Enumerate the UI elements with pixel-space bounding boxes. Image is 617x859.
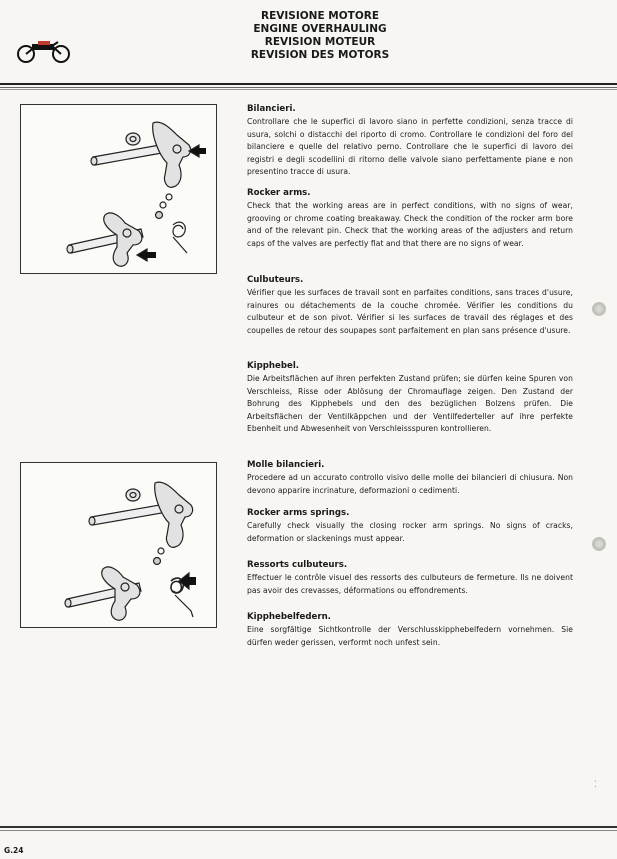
- section-title: Molle bilancieri.: [247, 460, 325, 470]
- motorcycle-logo-icon: [14, 38, 72, 64]
- page-number: G.24: [4, 846, 24, 855]
- section-body: Vérifier que les surfaces de travail sont en parfaites conditions, sans traces d'usure, rainures ou détachements de la couche chromée. Vérifier les conditions du culbuteur et de son pivot. Vérifier si les surfaces de travail des réglages et des coupelles de retour des soupapes sont parfaitement en plan sans présence d'usure.: [247, 288, 573, 335]
- section-title: Rocker arms.: [247, 188, 311, 198]
- rocker-arm-springs-illustration: [20, 462, 217, 628]
- section-culbuteurs: [247, 275, 573, 337]
- header-title-fr: REVISION MOTEUR: [264, 36, 376, 48]
- section-kipphebelfedern: [247, 612, 573, 649]
- section-rocker-arms: [247, 188, 573, 250]
- section-body: Die Arbeitsflächen auf ihren perfekten Zustand prüfen; sie dürfen keine Spuren von Verschleiss, Risse oder Ablösung der Chromauflage zeigen. Den Zustand der Bohrung des Kipphebels und den des bezüglichen Bolzens prüfen. Die Arbeitsflächen der Ventilkäppchen und der Ventilfederteller auf ihre perfekte Ebenheit und Abwesenheit von Verschleissspuren kontrollieren.: [247, 374, 573, 433]
- section-title: Ressorts culbuteurs.: [247, 560, 348, 570]
- header-divider: [0, 83, 617, 91]
- section-ressorts-culbuteurs: [247, 560, 573, 597]
- footer-divider: [0, 826, 617, 832]
- header-title-de: REVISION DES MOTORS: [250, 49, 390, 61]
- page-header: [200, 10, 440, 62]
- section-kipphebel: [247, 361, 573, 436]
- header-title-it: REVISIONE MOTORE: [260, 10, 380, 22]
- binder-hole-icon: [592, 302, 606, 316]
- section-title: Kipphebel.: [247, 361, 300, 371]
- section-title: Rocker arms springs.: [247, 508, 350, 518]
- section-bilancieri: [247, 104, 573, 179]
- section-body: Controllare che le superfici di lavoro siano in perfette condizioni, senza tracce di usura, solchi o distacchi del riporto di cromo. Controllare le condizioni del foro del bilanciere e quelle del relativo perno. Controllare che le superfici di lavoro dei registri e degli scodellini di ritorno delle valvole siano perfettamente piane e non presentino tracce di usura.: [247, 117, 573, 176]
- section-body: Procedere ad un accurato controllo visivo delle molle dei bilancieri di chiusura. Non devono apparire incrinature, deformazioni o cedimenti.: [247, 473, 573, 495]
- binder-hole-icon: [592, 537, 606, 551]
- section-title: Kipphebelfedern.: [247, 612, 331, 622]
- section-body: Carefully check visually the closing rocker arm springs. No signs of cracks, deformation or slackenings must appear.: [247, 521, 573, 543]
- scan-mark-icon: ⁚: [594, 780, 597, 790]
- section-body: Eine sorgfältige Sichtkontrolle der Verschlusskipphebelfedern vornehmen. Sie dürfen weder gerissen, verformt noch unfest sein.: [247, 625, 573, 647]
- section-rocker-arms-springs: [247, 508, 573, 545]
- rocker-arms-drawing: [21, 105, 216, 273]
- section-body: Check that the working areas are in perfect conditions, with no signs of wear, grooving or chrome coating breakaway. Check the condition of the rocker arm bore and of the relevant pin. Check that the working areas of the adjusters and return caps of the valves are perfectly flat and that there are no signs of wear.: [247, 201, 573, 248]
- rocker-arm-springs-drawing: [21, 463, 216, 627]
- section-body: Effectuer le contrôle visuel des ressorts des culbuteurs de fermeture. Ils ne doivent pas avoir des crevasses, déformations ou effondrements.: [247, 573, 573, 595]
- header-title-en: ENGINE OVERHAULING: [253, 23, 387, 35]
- section-title: Culbuteurs.: [247, 275, 304, 285]
- rocker-arms-illustration: [20, 104, 217, 274]
- section-molle-bilancieri: [247, 460, 573, 497]
- section-title: Bilancieri.: [247, 104, 296, 114]
